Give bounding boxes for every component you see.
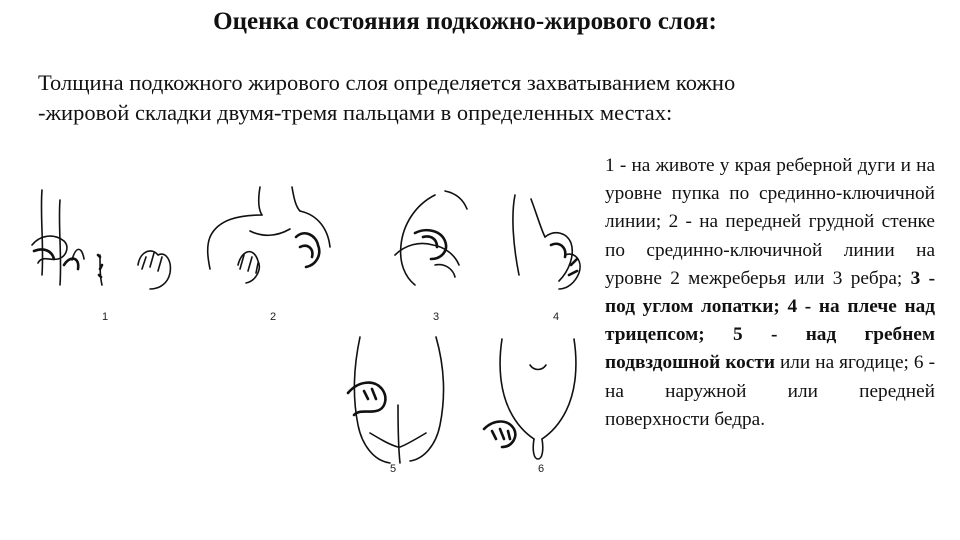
figure-2-chest (200, 185, 340, 325)
figure-4-drawing (505, 185, 600, 325)
figure-3-scapula (375, 185, 495, 325)
page-title: Оценка состояния подкожно-жирового слоя: (213, 8, 717, 35)
measurement-sites-description (605, 152, 935, 434)
figure-1-drawing (20, 185, 180, 325)
intro-line-1: Толщина подкожного жирового слоя определяется захватыванием кожно (38, 70, 736, 95)
figure-1-label: 1 (102, 311, 109, 323)
figure-6-thigh (480, 335, 590, 485)
figure-6-label: 6 (538, 463, 545, 475)
figure-5-drawing (340, 335, 460, 485)
figure-1-abdomen (20, 185, 180, 325)
figure-4-triceps (505, 185, 600, 325)
figure-5-label: 5 (390, 463, 397, 475)
intro-line-2: -жировой складки двумя-тремя пальцами в определенных местах: (38, 100, 673, 125)
figure-3-label: 3 (433, 311, 440, 323)
description-part-3: или на ягодице; 6 - на наружной или передней поверхности бедра. (605, 352, 935, 430)
description-bold-part: 3 - под углом лопатки; 4 - на плече над трицепсом; 5 - над гребнем подвздошной кости (605, 267, 936, 374)
figure-6-drawing (480, 335, 590, 485)
figure-4-label: 4 (553, 311, 560, 323)
description-part-1: 1 - на животе у края реберной дуги и на уровне пупка по срединно-ключичной линии; 2 - на передней грудной стенке по срединно-ключичной линии на уровне 2 межреберья или 3 ребра; (605, 155, 935, 289)
intro-text (38, 68, 928, 128)
figure-3-drawing (375, 185, 495, 325)
figure-2-drawing (200, 185, 340, 325)
figure-2-label: 2 (270, 311, 277, 323)
figure-5-iliac-crest (340, 335, 460, 485)
